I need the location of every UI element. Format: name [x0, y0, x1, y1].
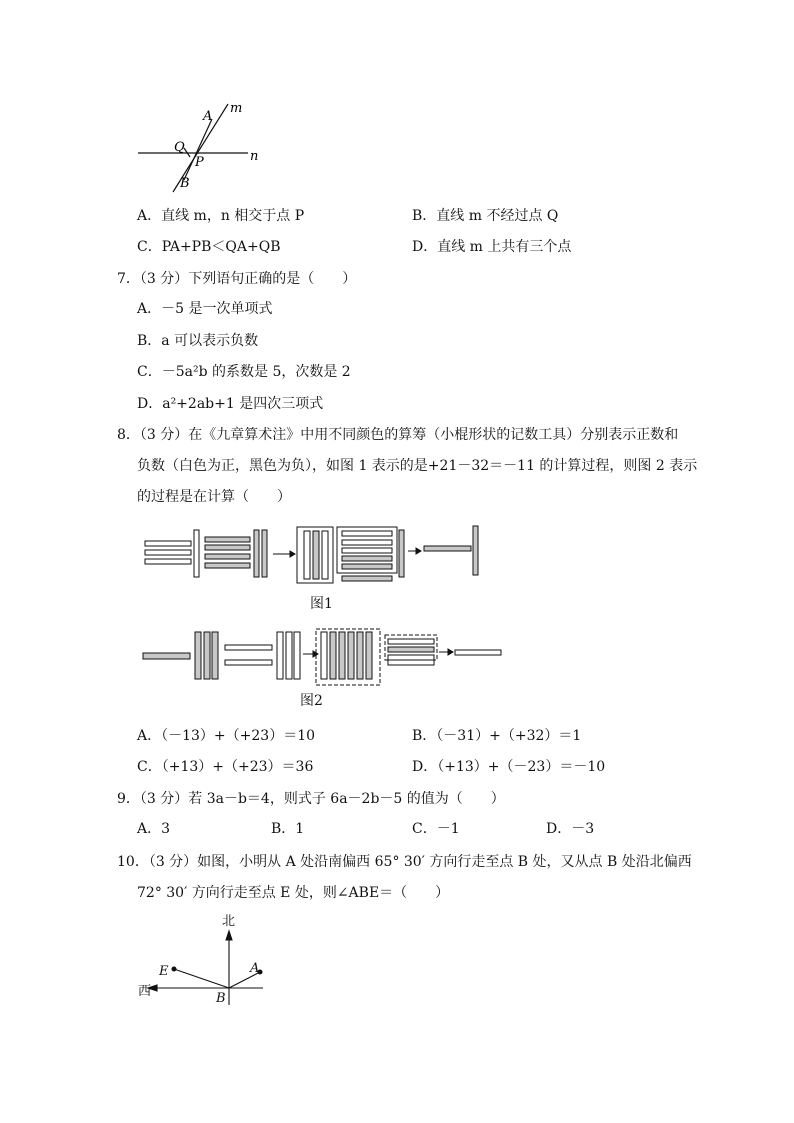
q6-option-d: D．直线 m 上共有三个点 [412, 239, 572, 255]
q6-option-c: C．PA+PB＜QA+QB [137, 239, 281, 255]
q7-option-b: B．a 可以表示负数 [137, 333, 259, 349]
q8-figure-2-caption: 图2 [300, 693, 323, 709]
q8-option-a: A．（－13）+（+23）＝10 [137, 728, 316, 744]
fig6-label-B: B [180, 176, 190, 191]
q10-label-west: 西 [138, 984, 152, 999]
q10-label-E: E [159, 964, 169, 979]
q7-stem: 7．（3 分）下列语句正确的是（ ） [117, 271, 357, 287]
q10-label-north: 北 [222, 914, 236, 929]
q6-option-b: B．直线 m 不经过点 Q [412, 208, 559, 224]
q9-option-d: D．－3 [546, 821, 595, 837]
q7-option-d: D．a²+2ab+1 是四次三项式 [137, 396, 324, 412]
q10-stem-line-1: 10．（3 分）如图，小明从 A 处沿南偏西 65° 30′ 方向行走至点 B 处，又从点 B 处沿北偏西 [117, 854, 692, 870]
q9-option-b: B．1 [271, 821, 305, 837]
q8-stem-line-2: 负数（白色为正，黑色为负），如图 1 表示的是+21－32＝－11 的计算过程，则图 2 表示 [137, 458, 698, 474]
q9-option-a: A．3 [137, 821, 171, 837]
q8-option-d: D．（+13）+（－23）＝－10 [412, 759, 606, 775]
fig6-label-P: P [195, 155, 204, 170]
q9-option-c: C．－1 [412, 821, 460, 837]
q10-label-A: A [250, 961, 260, 976]
q8-option-c: C．（+13）+（+23）＝36 [137, 759, 314, 775]
q8-stem-line-1: 8．（3 分）在《九章算术注》中用不同颜色的算筹（小棍形状的记数工具）分别表示正数和 [117, 427, 679, 443]
fig6-label-A: A [203, 109, 213, 124]
q8-figure-1-caption: 图1 [310, 596, 333, 612]
q7-option-a: A．－5 是一次单项式 [137, 301, 273, 317]
q6-option-a: A．直线 m，n 相交于点 P [137, 208, 305, 224]
fig6-label-Q: Q [174, 140, 185, 155]
q7-option-c: C．－5a²b 的系数是 5，次数是 2 [137, 364, 351, 380]
q8-stem-line-3: 的过程是在计算（ ） [137, 489, 291, 505]
fig6-label-n: n [250, 149, 259, 164]
fig6-label-m: m [230, 101, 243, 116]
q8-option-b: B．（－31）+（+32）＝1 [412, 728, 582, 744]
q10-label-B: B [216, 991, 226, 1006]
q10-stem-line-2: 72° 30′ 方向行走至点 E 处，则∠ABE＝（ ） [137, 885, 450, 901]
q9-stem: 9．（3 分）若 3a－b＝4，则式子 6a－2b－5 的值为（ ） [117, 791, 505, 807]
